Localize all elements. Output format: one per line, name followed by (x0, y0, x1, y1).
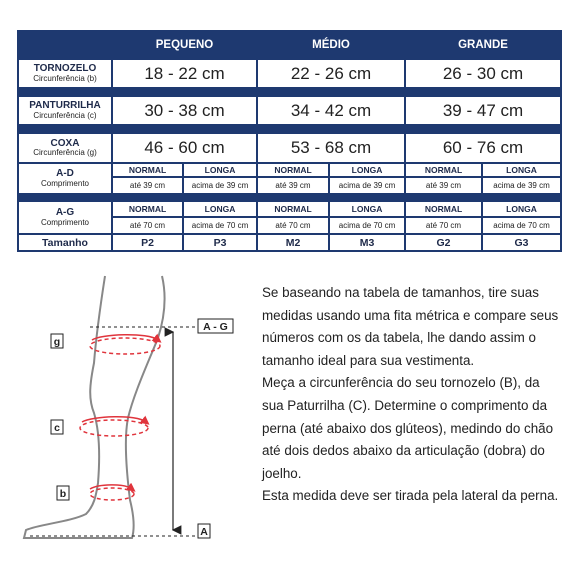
value-a-g-m3: acima de 70 cm (330, 218, 404, 233)
cell-tornozelo-pequeno: 18 - 22 cm (113, 60, 256, 87)
value-a-d-g3: acima de 39 cm (483, 178, 560, 193)
size-p3: P3 (184, 235, 256, 250)
measure-ring-c (80, 420, 148, 436)
row-label-tornozelo (19, 60, 111, 87)
instruction-paragraph: Meça a circunferência do seu tornozelo (B), da sua Paturrilha (C). Determine o comprimento da perna (até abaixo dos glúteos), medindo do chão até dois dedos abaixo da articulação (dobra) do joelho. (262, 375, 554, 481)
instruction-paragraph: Esta medida deve ser tirada pela lateral da perna. (262, 488, 559, 504)
type-a-g-m3: LONGA (330, 202, 404, 216)
row-label-coxa (19, 134, 111, 162)
value-a-d-m3: acima de 39 cm (330, 178, 404, 193)
cell-coxa-medio: 53 - 68 cm (258, 134, 404, 162)
row-label-panturrilha (19, 97, 111, 124)
row-label-a-d (19, 164, 111, 193)
row-label: COXA (50, 137, 80, 149)
measurement-instructions (262, 282, 562, 508)
column-header-medio: MÉDIO (312, 39, 350, 51)
size-g3: G3 (483, 235, 560, 250)
leg-outline (24, 276, 165, 538)
row-label-tamanho: Tamanho (19, 235, 111, 250)
type-a-g-g3: LONGA (483, 202, 560, 216)
size-m2: M2 (258, 235, 328, 250)
label-b: b (59, 488, 67, 500)
type-a-d-p2: NORMAL (113, 164, 182, 176)
row-label-a-g (19, 202, 111, 233)
value-a-g-g3: acima de 70 cm (483, 218, 560, 233)
cell-coxa-pequeno: 46 - 60 cm (113, 134, 256, 162)
value-a-g-p2: até 70 cm (113, 218, 182, 233)
label-a: A (200, 526, 208, 538)
label-a-g: A - G (203, 321, 228, 333)
type-a-d-p3: LONGA (184, 164, 256, 176)
value-a-g-p3: acima de 70 cm (184, 218, 256, 233)
column-header-grande: GRANDE (458, 39, 508, 51)
cell-coxa-grande: 60 - 76 cm (406, 134, 560, 162)
row-sublabel: Circunferência (b) (33, 73, 97, 83)
value-a-d-p3: acima de 39 cm (184, 178, 256, 193)
type-a-d-g2: NORMAL (406, 164, 481, 176)
value-a-g-g2: até 70 cm (406, 218, 481, 233)
cell-tornozelo-grande: 26 - 30 cm (406, 60, 560, 87)
label-c: c (54, 422, 60, 434)
value-a-d-m2: até 39 cm (258, 178, 328, 193)
type-a-d-m3: LONGA (330, 164, 404, 176)
size-p2: P2 (113, 235, 182, 250)
label-g: g (53, 336, 61, 348)
instruction-paragraph: Se baseando na tabela de tamanhos, tire suas medidas usando uma fita métrica e compare seus números com os da tabela, lhe dando assim o tamanho ideal para sua vestimenta. (262, 285, 559, 368)
cell-panturrilha-grande: 39 - 47 cm (406, 97, 560, 124)
size-table (17, 30, 562, 252)
value-a-g-m2: até 70 cm (258, 218, 328, 233)
row-sublabel: Circunferência (g) (33, 148, 97, 158)
value-a-d-p2: até 39 cm (113, 178, 182, 193)
leg-measurement-diagram (20, 268, 245, 548)
measure-ring-g (90, 338, 160, 354)
cell-tornozelo-medio: 22 - 26 cm (258, 60, 404, 87)
row-label: A-G (55, 207, 75, 219)
value-a-d-g2: até 39 cm (406, 178, 481, 193)
type-a-d-g3: LONGA (483, 164, 560, 176)
row-label: TORNOZELO (33, 63, 97, 75)
cell-panturrilha-pequeno: 30 - 38 cm (113, 97, 256, 124)
type-a-g-p2: NORMAL (113, 202, 182, 216)
type-a-d-m2: NORMAL (258, 164, 328, 176)
cell-panturrilha-medio: 34 - 42 cm (258, 97, 404, 124)
type-a-g-m2: NORMAL (258, 202, 328, 216)
row-label: PANTURRILHA (29, 100, 101, 112)
row-label: A-D (56, 168, 74, 180)
size-g2: G2 (406, 235, 481, 250)
row-sublabel: Circunferência (c) (33, 110, 97, 120)
type-a-g-g2: NORMAL (406, 202, 481, 216)
column-header-pequeno: PEQUENO (155, 39, 214, 51)
row-sublabel: Comprimento (40, 217, 89, 227)
row-sublabel: Comprimento (40, 178, 89, 188)
size-m3: M3 (330, 235, 404, 250)
type-a-g-p3: LONGA (184, 202, 256, 216)
